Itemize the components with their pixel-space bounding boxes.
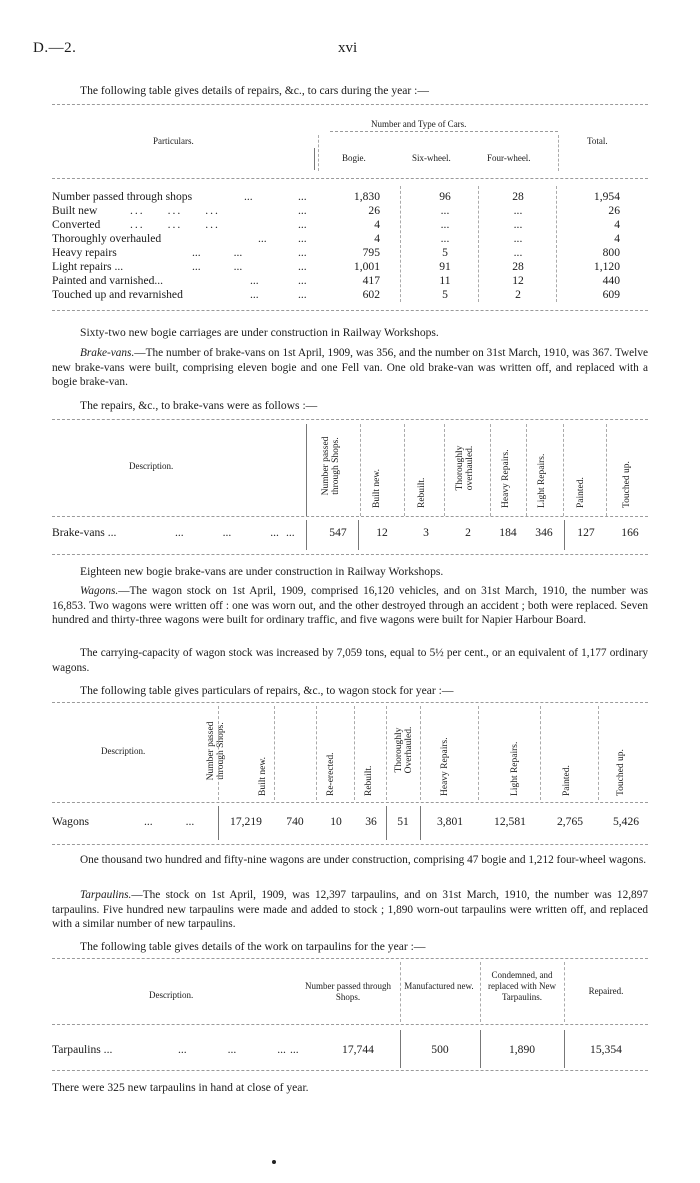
tarpaulins-cell: 15,354 <box>590 1043 622 1056</box>
cars-row-dots: ... <box>258 232 267 245</box>
brakevans-cell: 12 <box>376 526 388 539</box>
brakevans-text: —The number of brake-vans on 1st April, 1909, was 356, and the number on 31st March, 1910, was 367. Twelve new brake-vans were built, comprising eleven bogie and one Fell van. One old brake-van was written off, and replaced with a bogie brake-van. <box>52 347 648 388</box>
cars-cell-bogie: 4 <box>374 218 380 231</box>
cars-cell-six: 5 <box>442 246 448 259</box>
cars-row-dots: ... ... <box>192 260 243 273</box>
tarpaulins-cell: 1,890 <box>508 1043 536 1056</box>
wagons-col-light: Light Repairs. <box>510 741 520 796</box>
wagons-divider <box>316 706 317 800</box>
cars-cell-bogie: 1,001 <box>353 260 380 273</box>
brakevans-cell: 346 <box>535 526 553 539</box>
wagons-divider <box>540 706 541 800</box>
cars-note: Sixty-two new bogie carriages are under construction in Railway Workshops. <box>80 326 439 339</box>
wagons-header-rule <box>52 802 648 803</box>
wagons-divider <box>598 706 599 800</box>
wagons-col-touched: Touched up. <box>616 749 626 796</box>
wagons-col-painted: Painted. <box>562 765 572 796</box>
tarpaulins-row-label: Tarpaulins ... <box>52 1043 113 1056</box>
wagons-col-reerected: Re-erected. <box>326 752 336 796</box>
brakevans-divider <box>360 424 361 516</box>
wagons-intro: The following table gives particulars of repairs, &c., to wagon stock for year :— <box>80 684 454 697</box>
cars-col-bogie: Bogie. <box>342 153 366 163</box>
cars-divider <box>478 186 479 302</box>
brakevans-divider <box>606 424 607 516</box>
brakevans-col-touched: Touched up. <box>622 461 632 508</box>
cars-row-dots: ... ... ... <box>130 218 220 231</box>
cars-cell-bogie: 417 <box>362 274 380 287</box>
cars-row-dots: ... <box>244 190 253 203</box>
brakevans-col-built: Built new. <box>372 469 382 508</box>
cars-cell-six: 96 <box>439 190 451 203</box>
cars-col-six: Six-wheel. <box>412 153 451 163</box>
tarpaulins-col-passed: Number passed through Shops. <box>305 981 391 1002</box>
cars-row-label: Light repairs ... <box>52 260 124 273</box>
cars-row-label: Heavy repairs <box>52 246 117 259</box>
cars-cell-total: 609 <box>602 288 620 301</box>
cars-cell-total: 800 <box>602 246 620 259</box>
cars-cell-six: ... <box>440 232 450 245</box>
wagons-capacity: The carrying-capacity of wagon stock was increased by 7,059 tons, equal to 5½ per cent., or an equivalent of 1,177 ordinary wagons. <box>52 647 648 674</box>
wagons-col-built: Built new. <box>258 757 268 796</box>
brakevans-header-rule <box>52 516 648 517</box>
tarpaulins-row-dots: ... <box>290 1043 299 1056</box>
tarpaulins-cell: 500 <box>431 1043 449 1056</box>
cars-cell-total: 4 <box>614 232 620 245</box>
cars-cell-bogie: 1,830 <box>353 190 380 203</box>
brakevans-cell: 166 <box>621 526 639 539</box>
cars-col-four: Four-wheel. <box>487 153 531 163</box>
brakevans-divider <box>563 424 564 516</box>
wagons-divider <box>274 706 275 800</box>
tarpaulins-col-condemned: Condemned, and replaced with New Tarpaulins. <box>488 970 556 1002</box>
tarpaulins-divider <box>400 1030 401 1068</box>
cars-row-dots: ... <box>298 288 307 301</box>
brakevans-col-heavy: Heavy Repairs. <box>501 449 511 508</box>
cars-cell-total: 26 <box>608 204 620 217</box>
tarpaulins-col-repaired: Repaired. <box>588 986 624 996</box>
cars-cell-six: ... <box>440 204 450 217</box>
brakevans-divider <box>358 520 359 550</box>
wagons-cell: 3,801 <box>436 815 464 828</box>
wagons-divider <box>354 706 355 800</box>
cars-row-dots: ... <box>298 190 307 203</box>
cars-top-rule <box>52 104 648 105</box>
tarpaulins-row-dots: ... ... ... <box>178 1043 286 1056</box>
wagons-cell: 740 <box>286 815 304 828</box>
cars-divider <box>400 186 401 302</box>
tarpaulins-divider <box>400 962 401 1022</box>
tarpaulins-paragraph <box>52 888 648 932</box>
cars-cell-four: 28 <box>512 260 524 273</box>
cars-col-particulars: Particulars. <box>153 136 194 146</box>
tarpaulins-title: Tarpaulins. <box>80 889 132 901</box>
wagons-row-dots: ... ... <box>144 815 195 828</box>
tarpaulins-divider <box>480 1030 481 1068</box>
brakevans-row-dots: ... <box>286 526 295 539</box>
wagons-cell: 17,219 <box>230 815 262 828</box>
cars-cell-total: 1,120 <box>593 260 620 273</box>
wagons-paragraph <box>52 584 648 628</box>
page-code: D.—2. <box>33 40 77 56</box>
cars-row-dots: ... <box>250 274 259 287</box>
cars-cell-four: ... <box>513 232 523 245</box>
brakevans-title: Brake-vans. <box>80 347 135 359</box>
cars-cell-total: 4 <box>614 218 620 231</box>
tarpaulins-col-manufactured: Manufactured new. <box>404 981 474 991</box>
brakevans-divider <box>306 520 307 550</box>
cars-intro: The following table gives details of repairs, &c., to cars during the year :— <box>80 84 429 97</box>
wagons-col-heavy: Heavy Repairs. <box>440 737 450 796</box>
brakevans-cell: 3 <box>423 526 429 539</box>
cars-cell-four: 12 <box>512 274 524 287</box>
brakevans-col-painted: Painted. <box>576 477 586 508</box>
wagons-title: Wagons. <box>80 585 119 597</box>
cars-row-label: Painted and varnished... <box>52 274 164 287</box>
cars-bottom-rule <box>52 310 648 311</box>
brakevans-divider <box>490 424 491 516</box>
cars-row-dots: ... <box>298 246 307 259</box>
tarpaulins-divider <box>564 962 565 1022</box>
brakevans-cell: 547 <box>329 526 347 539</box>
cars-row-dots: ... <box>298 204 307 217</box>
cars-cell-six: ... <box>440 218 450 231</box>
tarpaulins-col-description: Description. <box>149 990 194 1000</box>
brakevans-bottom-rule <box>52 554 648 555</box>
wagons-row-label: Wagons <box>52 815 90 828</box>
brakevans-divider <box>526 424 527 516</box>
brakevans-top-rule <box>52 419 648 420</box>
cars-divider <box>558 135 559 171</box>
wagons-divider <box>386 806 387 840</box>
tarpaulins-intro: The following table gives details of the work on tarpaulins for the year :— <box>80 940 426 953</box>
wagons-col-description: Description. <box>101 746 146 756</box>
cars-row-label: Thoroughly overhauled <box>52 232 162 245</box>
wagons-col-overhauled: Thoroughly Overhauled. <box>394 726 414 774</box>
tarpaulins-text: —The stock on 1st April, 1909, was 12,397 tarpaulins, and on 31st March, 1910, the number was 12,897 tarpaulins. Five hundred new tarpaulins were made and added to stock ; 1,890 worn-out tarpaulins were written off, and replaced with a similar number of new tarpaulins. <box>52 889 648 930</box>
cars-cell-six: 11 <box>439 274 451 287</box>
wagons-note: One thousand two hundred and fifty-nine wagons are under construction, comprising 47 bogie and 1,212 four-wheel wagons. <box>80 854 647 866</box>
brakevans-row-dots: ... ... ... <box>175 526 279 539</box>
cars-cell-four: ... <box>513 204 523 217</box>
cars-row-label: Touched up and revarnished <box>52 288 183 301</box>
cars-cell-bogie: 4 <box>374 232 380 245</box>
cars-row-dots: ... <box>298 260 307 273</box>
wagons-col-rebuilt: Rebuilt. <box>364 765 374 796</box>
cars-cell-four: ... <box>513 218 523 231</box>
cars-col-total: Total. <box>587 136 608 146</box>
tarpaulins-divider <box>480 962 481 1022</box>
wagons-divider <box>386 706 387 800</box>
wagons-bottom-rule <box>52 844 648 845</box>
brakevans-intro: The repairs, &c., to brake-vans were as follows :— <box>80 399 318 412</box>
tarpaulins-bottom-rule <box>52 1070 648 1071</box>
brakevans-divider <box>564 520 565 550</box>
cars-row-dots: ... ... ... <box>130 204 220 217</box>
cars-group-rule <box>330 131 558 132</box>
cars-cell-bogie: 795 <box>362 246 380 259</box>
cars-row-dots: ... <box>298 232 307 245</box>
tarpaulins-header-rule <box>52 1024 648 1025</box>
wagons-cell: 51 <box>397 815 409 828</box>
cars-cell-four: 28 <box>512 190 524 203</box>
cars-row-dots: ... ... <box>192 246 243 259</box>
cars-cell-total: 440 <box>602 274 620 287</box>
page-speck <box>272 1160 276 1164</box>
brakevans-cell: 127 <box>577 526 595 539</box>
cars-cell-six: 5 <box>442 288 448 301</box>
brakevans-divider <box>306 424 307 516</box>
brakevans-col-description: Description. <box>129 461 174 471</box>
wagons-divider <box>420 706 421 800</box>
cars-row-dots: ... <box>298 218 307 231</box>
brakevans-col-overhauled: Thoroughly overhauled. <box>455 445 475 491</box>
wagons-cell: 5,426 <box>612 815 640 828</box>
wagons-cell: 2,765 <box>556 815 584 828</box>
wagons-top-rule <box>52 702 648 703</box>
brakevans-col-light: Light Repairs. <box>537 453 547 508</box>
wagons-divider <box>218 706 219 800</box>
cars-divider <box>314 148 315 170</box>
cars-cell-bogie: 602 <box>362 288 380 301</box>
tarpaulins-divider <box>564 1030 565 1068</box>
tarpaulins-cell: 17,744 <box>342 1043 374 1056</box>
wagons-col-passed: Number passed through Shops. <box>206 721 226 781</box>
cars-cell-bogie: 26 <box>368 204 380 217</box>
brakevans-cell: 184 <box>499 526 517 539</box>
cars-cell-four: ... <box>513 246 523 259</box>
cars-row-dots: ... <box>250 288 259 301</box>
tarpaulins-closing: There were 325 new tarpaulins in hand at close of year. <box>52 1081 309 1094</box>
brakevans-paragraph <box>52 346 648 390</box>
wagons-cell: 10 <box>330 815 342 828</box>
wagons-cell: 36 <box>365 815 377 828</box>
cars-header-rule <box>52 178 648 179</box>
cars-divider <box>556 186 557 302</box>
cars-row-label: Built new <box>52 204 98 217</box>
wagons-divider <box>478 706 479 800</box>
cars-cell-six: 91 <box>439 260 451 273</box>
cars-group-header: Number and Type of Cars. <box>371 119 467 129</box>
cars-row-dots: ... <box>298 274 307 287</box>
tarpaulins-top-rule <box>52 958 648 959</box>
page-number: xvi <box>338 40 358 56</box>
wagons-divider <box>420 806 421 840</box>
brakevans-col-passed: Number passed through Shops. <box>321 436 341 496</box>
brakevans-divider <box>444 424 445 516</box>
cars-row-label: Number passed through shops <box>52 190 193 203</box>
cars-row-label: Converted <box>52 218 101 231</box>
wagons-text: —The wagon stock on 1st April, 1909, comprised 16,120 vehicles, and on 31st March, 1910, the number was 16,853. Two wagons were written off : one was worn out, and the other destroyed through an accident ; both were replaced. Seven hundred and thirty-three wagons were built for ordinary traffic, and five wagons were built for Napier Harbour Board. <box>52 585 648 626</box>
cars-divider <box>318 135 319 171</box>
brakevans-note: Eighteen new bogie brake-vans are under construction in Railway Workshops. <box>80 565 444 578</box>
brakevans-divider <box>404 424 405 516</box>
brakevans-col-rebuilt: Rebuilt. <box>417 477 427 508</box>
wagons-divider <box>218 806 219 840</box>
brakevans-cell: 2 <box>465 526 471 539</box>
wagons-cell: 12,581 <box>494 815 526 828</box>
cars-cell-total: 1,954 <box>593 190 620 203</box>
brakevans-row-label: Brake-vans ... <box>52 526 117 539</box>
cars-cell-four: 2 <box>515 288 521 301</box>
